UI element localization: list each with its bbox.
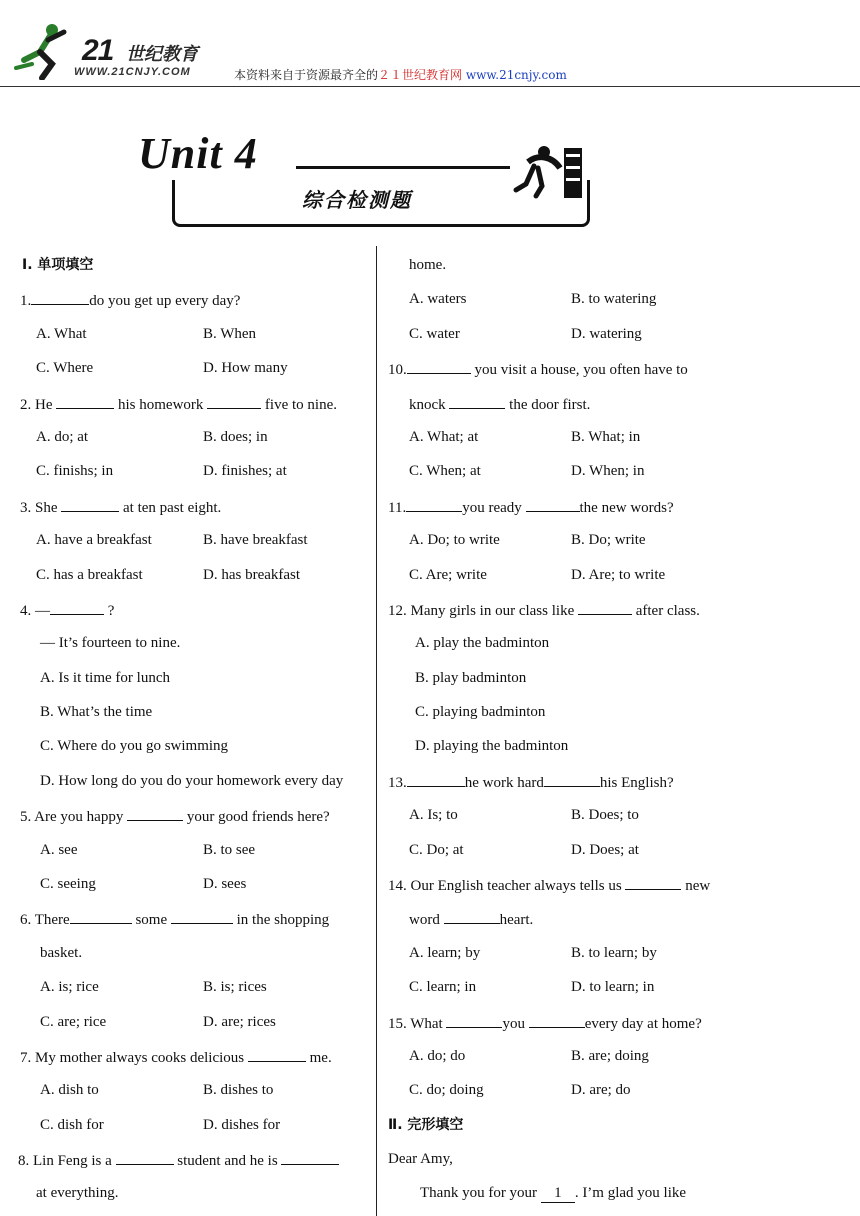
- title-rule: [296, 166, 510, 169]
- q-text: in the shopping: [236, 912, 330, 928]
- letter-line: [420, 1184, 686, 1203]
- answer-blank[interactable]: [526, 497, 580, 512]
- q-text: you visit a house, you often have to: [474, 362, 688, 378]
- response-line: — It’s fourteen to nine.: [40, 635, 181, 651]
- answer-blank[interactable]: [50, 600, 104, 615]
- option-b[interactable]: B. have breakfast: [203, 532, 308, 548]
- option-d[interactable]: D. to learn; in: [571, 979, 655, 995]
- q-text: 15. What: [388, 1016, 443, 1032]
- option-b[interactable]: B. What; in: [571, 429, 641, 445]
- answer-blank[interactable]: [127, 806, 183, 821]
- letter-text: Thank you for your: [420, 1185, 538, 1201]
- q-text: student and he is: [177, 1153, 278, 1169]
- q-number: 11.: [388, 500, 407, 516]
- q-text-continued: home.: [409, 257, 447, 273]
- option-d[interactable]: D. Are; to write: [571, 567, 666, 583]
- question-5: [20, 806, 330, 826]
- answer-blank[interactable]: [31, 290, 89, 305]
- q-text: at ten past eight.: [123, 500, 222, 516]
- logo-url: WWW.21CNJY.COM: [74, 66, 191, 78]
- q-text: 14. Our English teacher always tells us: [388, 878, 622, 894]
- q-text: word: [409, 912, 440, 928]
- answer-blank[interactable]: [529, 1013, 585, 1028]
- unit-title: Unit 4: [138, 129, 258, 178]
- section-heading: Ⅰ. 单项填空: [22, 257, 94, 273]
- running-figure-icon: [12, 20, 82, 80]
- option-a[interactable]: A. is; rice: [40, 979, 99, 995]
- answer-blank[interactable]: [171, 909, 233, 924]
- answer-blank[interactable]: [56, 394, 114, 409]
- q-text: me.: [309, 1050, 332, 1066]
- option-c[interactable]: C. are; rice: [40, 1014, 107, 1030]
- answer-blank[interactable]: [446, 1013, 502, 1028]
- q-text: 7. My mother always cooks delicious: [20, 1050, 245, 1066]
- option-a[interactable]: A. waters: [409, 291, 467, 307]
- option-b[interactable]: B. What’s the time: [40, 704, 153, 720]
- option-a[interactable]: A. Is; to: [409, 807, 458, 823]
- q-text: you: [502, 1016, 525, 1032]
- question-2: [20, 394, 337, 414]
- option-d[interactable]: D. Does; at: [571, 842, 639, 858]
- option-b[interactable]: B. play badminton: [415, 670, 527, 686]
- option-d[interactable]: D. are; do: [571, 1082, 631, 1098]
- option-d[interactable]: D. How many: [203, 360, 288, 376]
- question-8: [18, 1150, 339, 1170]
- column-divider: [376, 246, 377, 1216]
- q-text: 4. —: [20, 603, 50, 619]
- option-d[interactable]: D. are; rices: [203, 1014, 276, 1030]
- option-c[interactable]: C. learn; in: [409, 979, 477, 995]
- q-text-continued: basket.: [40, 945, 83, 961]
- title-subtitle: 综合检测题: [302, 188, 412, 212]
- option-c[interactable]: C. finishs; in: [36, 463, 114, 479]
- question-3: [20, 497, 221, 517]
- question-13: [388, 772, 674, 792]
- question-14: [388, 875, 710, 895]
- q-text: 8. Lin Feng is a: [18, 1153, 112, 1169]
- option-a[interactable]: A. What; at: [409, 429, 479, 445]
- option-a[interactable]: A. Is it time for lunch: [40, 670, 170, 686]
- answer-blank[interactable]: [116, 1150, 174, 1165]
- option-c[interactable]: C. When; at: [409, 463, 481, 479]
- answer-blank[interactable]: [578, 600, 632, 615]
- option-d[interactable]: D. playing the badminton: [415, 738, 569, 754]
- q-text: his English?: [599, 775, 674, 791]
- option-a[interactable]: A. learn; by: [409, 945, 481, 961]
- question-11: [388, 497, 674, 517]
- question-4: [20, 600, 114, 620]
- option-d[interactable]: D. has breakfast: [203, 567, 301, 583]
- question-1: [20, 290, 240, 310]
- option-b[interactable]: B. to learn; by: [571, 945, 657, 961]
- option-b[interactable]: B. does; in: [203, 429, 268, 445]
- q-text: some: [135, 912, 168, 928]
- option-a[interactable]: A. dish to: [40, 1082, 99, 1098]
- q-text: 5. Are you happy: [20, 809, 124, 825]
- header-note-url[interactable]: www.21cnjy.com: [465, 68, 567, 82]
- logo-number: 21: [82, 34, 114, 67]
- option-c[interactable]: C. Are; write: [409, 567, 487, 583]
- header-note-prefix: 本资料来自于资源最齐全的: [234, 68, 379, 82]
- question-6: [20, 909, 329, 929]
- option-d[interactable]: D. When; in: [571, 463, 645, 479]
- q-text: five to nine.: [264, 397, 337, 413]
- option-c[interactable]: C. seeing: [40, 876, 96, 892]
- q-number: 10.: [388, 362, 407, 378]
- answer-blank[interactable]: [407, 359, 471, 374]
- option-c[interactable]: C. has a breakfast: [36, 567, 143, 583]
- header-note: [234, 66, 567, 83]
- q-number: 13.: [388, 775, 407, 791]
- option-d[interactable]: D. sees: [203, 876, 247, 892]
- q-text: he work hard: [464, 775, 544, 791]
- answer-blank[interactable]: [407, 772, 465, 787]
- header-divider: [0, 86, 860, 87]
- answer-blank[interactable]: [70, 909, 132, 924]
- q-text: 3. She: [20, 500, 58, 516]
- option-b[interactable]: B. Do; write: [571, 532, 646, 548]
- section-heading: Ⅱ. 完形填空: [388, 1117, 464, 1133]
- letter-text: . I’m glad you like: [574, 1185, 687, 1201]
- question-7: [20, 1047, 332, 1067]
- q-text: your good friends here?: [186, 809, 330, 825]
- question-15: [388, 1013, 702, 1033]
- cloze-blank-number[interactable]: 1: [541, 1184, 575, 1203]
- option-c[interactable]: C. do; doing: [409, 1082, 484, 1098]
- page-header: [0, 0, 860, 88]
- option-b[interactable]: B. dishes to: [203, 1082, 274, 1098]
- answer-blank[interactable]: [449, 394, 505, 409]
- q-text: 6. There: [20, 912, 70, 928]
- letter-salutation: Dear Amy,: [388, 1151, 453, 1167]
- q-text: the new words?: [579, 500, 674, 516]
- option-b[interactable]: B. are; doing: [571, 1048, 649, 1064]
- option-c[interactable]: C. Where do you go swimming: [40, 738, 229, 754]
- option-c[interactable]: C. water: [409, 326, 460, 342]
- q-text: ?: [107, 603, 115, 619]
- q-text-continued: [409, 394, 590, 414]
- q-text-continued: at everything.: [36, 1185, 119, 1201]
- q-text: 12. Many girls in our class like: [388, 603, 575, 619]
- answer-blank[interactable]: [544, 772, 600, 787]
- option-d[interactable]: D. watering: [571, 326, 642, 342]
- option-a[interactable]: A. What: [36, 326, 87, 342]
- option-a[interactable]: A. play the badminton: [415, 635, 550, 651]
- logo-name: 世纪教育: [126, 44, 198, 65]
- q-text: you ready: [462, 500, 522, 516]
- option-b[interactable]: B. is; rices: [203, 979, 267, 995]
- option-a[interactable]: A. have a breakfast: [36, 532, 152, 548]
- q-text: new: [685, 878, 711, 894]
- q-text: his homework: [118, 397, 204, 413]
- option-a[interactable]: A. do; do: [409, 1048, 466, 1064]
- question-10: [388, 359, 688, 379]
- q-text: do you get up every day?: [89, 293, 241, 309]
- q-text-continued: [409, 909, 533, 929]
- header-note-highlight[interactable]: ２１世纪教育网: [378, 68, 463, 82]
- site-logo: [12, 20, 212, 82]
- option-c[interactable]: C. playing badminton: [415, 704, 546, 720]
- option-a[interactable]: A. see: [40, 842, 78, 858]
- option-d[interactable]: D. finishes; at: [203, 463, 287, 479]
- q-text: knock: [409, 397, 446, 413]
- option-d[interactable]: D. dishes for: [203, 1117, 281, 1133]
- q-text: after class.: [635, 603, 700, 619]
- q-number: 1.: [20, 293, 32, 309]
- option-a[interactable]: A. do; at: [36, 429, 89, 445]
- option-a[interactable]: A. Do; to write: [409, 532, 500, 548]
- answer-blank[interactable]: [281, 1150, 339, 1165]
- answer-blank[interactable]: [61, 497, 119, 512]
- answer-blank[interactable]: [207, 394, 261, 409]
- option-c[interactable]: C. Do; at: [409, 842, 464, 858]
- option-b[interactable]: B. Does; to: [571, 807, 639, 823]
- q-text: every day at home?: [584, 1016, 702, 1032]
- option-b[interactable]: B. to watering: [571, 291, 657, 307]
- question-12: [388, 600, 700, 620]
- option-c[interactable]: C. Where: [36, 360, 94, 376]
- q-text: the door first.: [509, 397, 591, 413]
- option-b[interactable]: B. When: [203, 326, 257, 342]
- answer-blank[interactable]: [444, 909, 500, 924]
- answer-blank[interactable]: [248, 1047, 306, 1062]
- q-text: heart.: [499, 912, 534, 928]
- q-text: 2. He: [20, 397, 53, 413]
- option-c[interactable]: C. dish for: [40, 1117, 104, 1133]
- answer-blank[interactable]: [406, 497, 462, 512]
- option-d[interactable]: D. How long do you do your homework every day: [40, 773, 344, 789]
- answer-blank[interactable]: [625, 875, 681, 890]
- option-b[interactable]: B. to see: [203, 842, 256, 858]
